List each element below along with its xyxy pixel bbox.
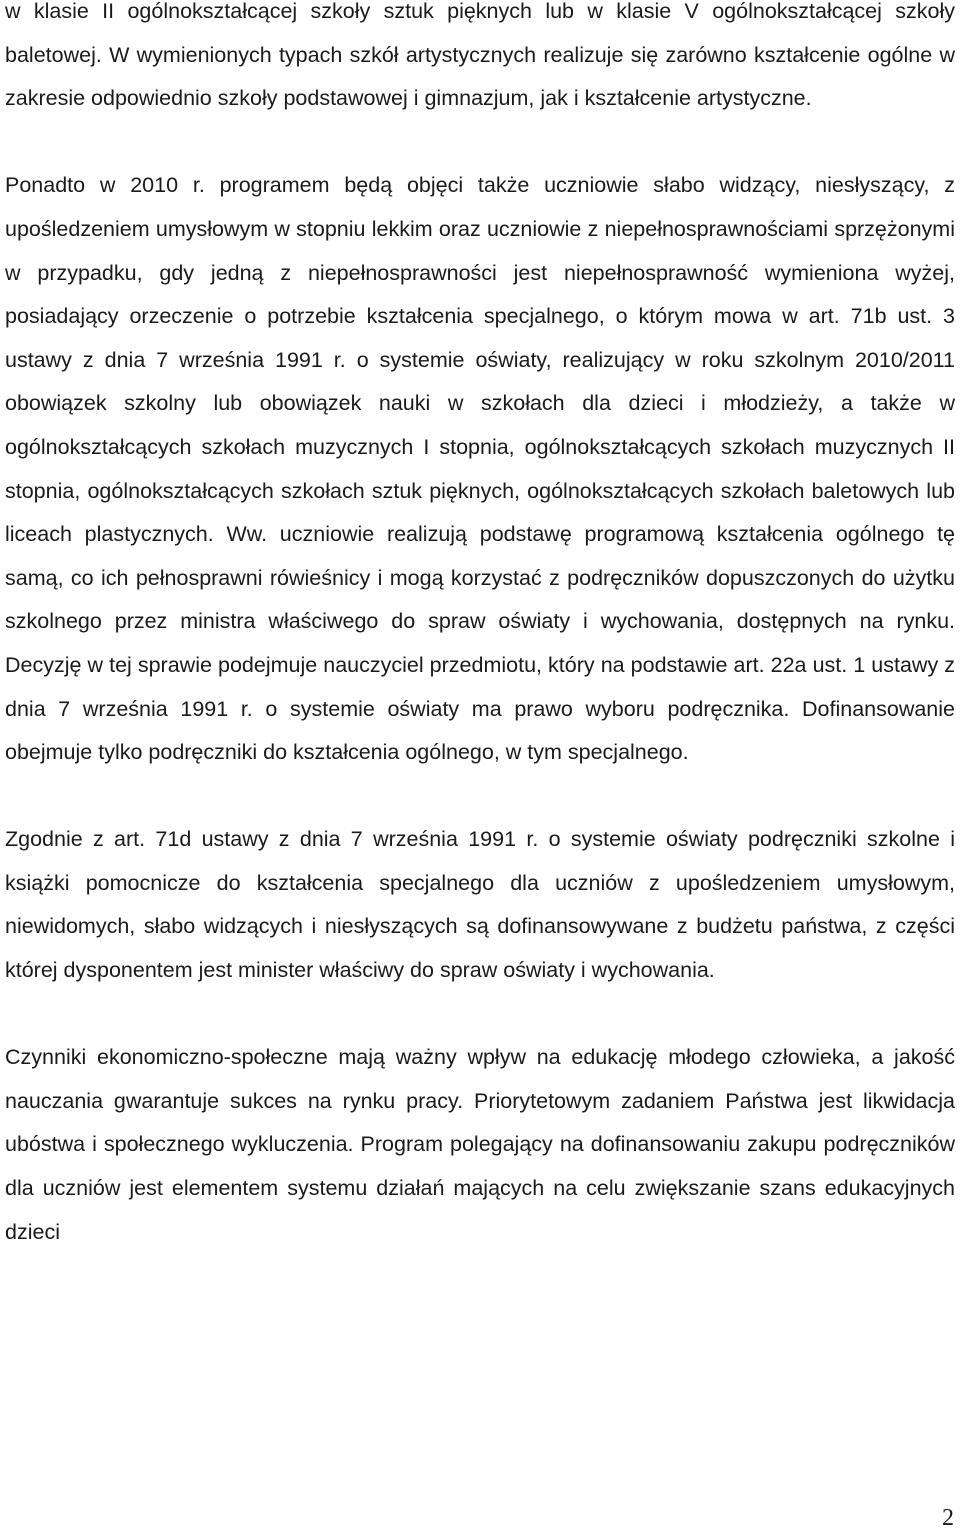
paragraph-spacer bbox=[5, 121, 955, 165]
page-number: 2 bbox=[942, 1505, 954, 1531]
paragraph-spacer bbox=[5, 775, 955, 819]
paragraph-art-schools: w klasie II ogólnokształcącej szkoły sztuk pięknych lub w klasie V ogólnokształcącej szkoły baletowej. W wymienionych typach szkół artystycznych realizuje się zarówno kształcenie ogólne w zakresie odpowiednio szkoły podstawowej i gimnazjum, jak i kształcenie artystyczne. bbox=[5, 0, 955, 111]
paragraph-program-2010: Ponadto w 2010 r. programem będą objęci także uczniowie słabo widzący, niesłyszący, z upośledzeniem umysłowym w stopniu lekkim oraz uczniowie z niepełnosprawnościami sprzężonymi w przypadku, gdy jedną z niepełnosprawności jest niepełnosprawność wymieniona wyżej, posiadający orzeczenie o potrzebie kształcenia specjalnego, o którym mowa w art. 71b ust. 3 ustawy z dnia 7 września 1991 r. o systemie oświaty, realizujący w roku szkolnym 2010/2011 obowiązek szkolny lub obowiązek nauki w szkołach dla dzieci i młodzieży, a także w ogólnokształcących szkołach muzycznych I stopnia, ogólnokształcących szkołach muzycznych II stopnia, ogólnokształcących szkołach sztuk pięknych, ogólnokształcących szkołach baletowych lub liceach plastycznych. Ww. uczniowie realizują podstawę programową kształcenia ogólnego tę samą, co ich pełnosprawni rówieśnicy i mogą korzystać z podręczników dopuszczonych do użytku szkolnego przez ministra właściwego do spraw oświaty i wychowania, dostępnych na rynku. Decyzję w tej sprawie podejmuje nauczyciel przedmiotu, który na podstawie art. 22a ust. 1 ustawy z dnia 7 września 1991 r. o systemie oświaty ma prawo wyboru podręcznika. Dofinansowanie obejmuje tylko podręczniki do kształcenia ogólnego, w tym specjalnego. bbox=[5, 173, 955, 765]
document-page bbox=[5, 0, 955, 1254]
paragraph-spacer bbox=[5, 993, 955, 1037]
paragraph-socioeconomic-factors: Czynniki ekonomiczno-społeczne mają ważny wpływ na edukację młodego człowieka, a jakość nauczania gwarantuje sukces na rynku pracy. Priorytetowym zadaniem Państwa jest likwidacja ubóstwa i społecznego wykluczenia. Program polegający na dofinansowaniu zakupu podręczników dla uczniów jest elementem systemu działań mających na celu zwiększanie szans edukacyjnych dzieci bbox=[5, 1045, 955, 1244]
paragraph-art-71d: Zgodnie z art. 71d ustawy z dnia 7 września 1991 r. o systemie oświaty podręczniki szkolne i książki pomocnicze do kształcenia specjalnego dla uczniów z upośledzeniem umysłowym, niewidomych, słabo widzących i niesłyszących są dofinansowywane z budżetu państwa, z części której dysponentem jest minister właściwy do spraw oświaty i wychowania. bbox=[5, 827, 955, 983]
